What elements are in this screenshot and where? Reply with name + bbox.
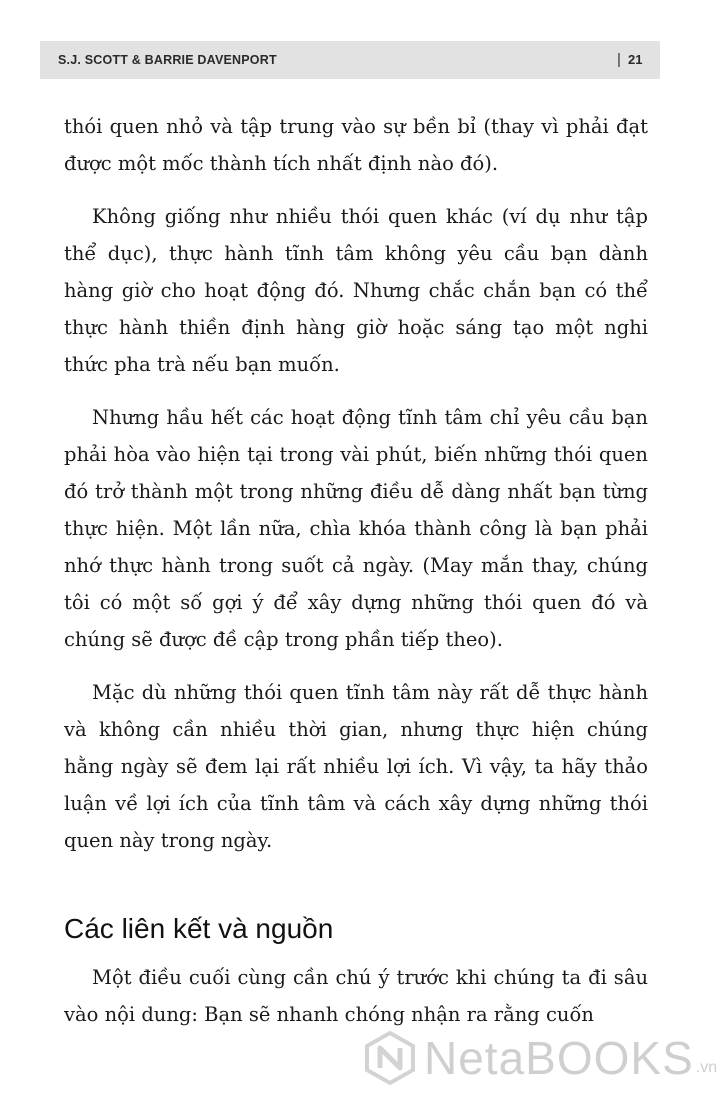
section-heading: Các liên kết và nguồn [64,913,334,944]
page-number: 21 [628,52,643,67]
netabooks-logo-icon [362,1030,418,1086]
paragraph: Nhưng hầu hết các hoạt động tĩnh tâm chỉ yêu cầu bạn phải hòa vào hiện tại trong vài phút, biến những thói quen đó trở thành một trong những điều dễ dàng nhất bạn từng thực hiện. Một lần nữa, chìa khóa thành công là bạn phải nhớ thực hành trong suốt cả ngày. (May mắn thay, chúng tôi có một số gợi ý để xây dựng những thói quen đó và chúng sẽ được đề cập trong phần tiếp theo). [64,406,648,651]
header-author: S.J. SCOTT & BARRIE DAVENPORT [58,53,277,67]
paragraph: Không giống như nhiều thói quen khác (ví dụ như tập thể dục), thực hành tĩnh tâm không yêu cầu bạn dành hàng giờ cho hoạt động đó. Nhưng chắc chắn bạn có thể thực hành thiền định hàng giờ hoặc sáng tạo một nghi thức pha trà nếu bạn muốn. [64,205,648,376]
running-header [40,41,660,79]
paragraph: Mặc dù những thói quen tĩnh tâm này rất dễ thực hành và không cần nhiều thời gian, nhưng thực hiện chúng hằng ngày sẽ đem lại rất nhiều lợi ích. Vì vậy, ta hãy thảo luận về lợi ích của tĩnh tâm và cách xây dựng những thói quen này trong ngày. [64,681,648,852]
header-separator: | [617,51,621,68]
page-body [64,108,648,1049]
watermark-suffix: .vn [695,1059,717,1076]
watermark-text: NetaBOOKS [424,1032,694,1084]
paragraph-continued: thói quen nhỏ và tập trung vào sự bền bỉ (thay vì phải đạt được một mốc thành tích nhất định nào đó). [64,115,648,175]
paragraph: Một điều cuối cùng cần chú ý trước khi chúng ta đi sâu vào nội dung: Bạn sẽ nhanh chóng nhận ra rằng cuốn [64,966,648,1026]
watermark [362,1030,717,1086]
